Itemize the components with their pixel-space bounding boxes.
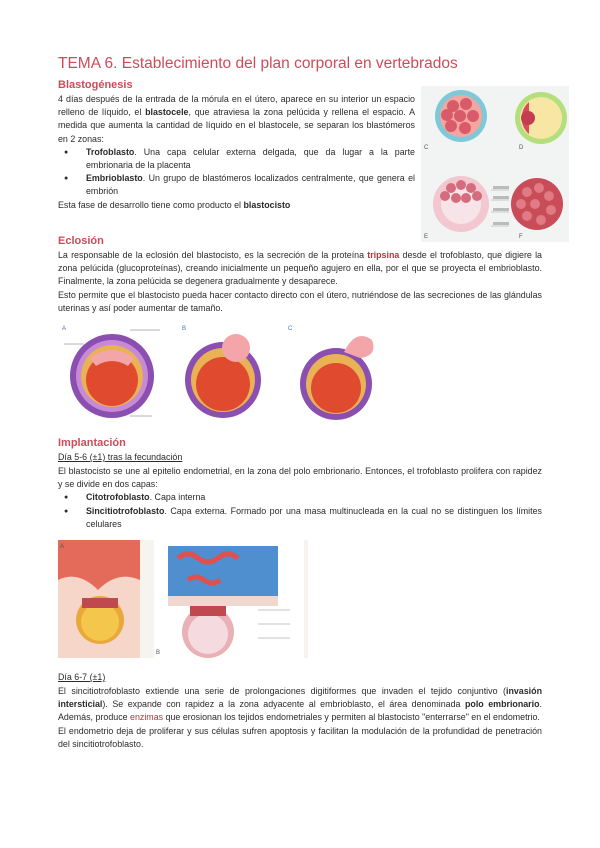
figure-letter: E [424,234,429,240]
invasion-paragraph: El sincitiotrofoblasto extiende una serie de prolongaciones digitiformes que invaden el tejido conjuntivo (invasión intersticial). Se expande con rapidez a la zona adyacente al embrioblasto, el área denominada polo embrionario. Además, produce enzimas que erosionan los tejidos endometriales y permiten al blastocisto "enterrarse" en el endometrio. El endometrio deja de proliferar y sus células sufren apoptosis y facilitan la modulación de la profundidad de penetración del sincitiotrofoblasto. [58,686,542,749]
figure-letter: C [288,326,293,332]
figure-letter: D [519,145,524,151]
blastogenesis-paragraph: 4 días después de la entrada de la mórula en el útero, aparece en su interior un espacio relleno de líquido, el blastocele, que atraviesa la zona pelúcida y rellena el espacio. A medida que aumenta la cantidad de líquido en el blastocele, se separan los blastómeros en 2 zonas: ● Trofoblasto. Una capa celular externa delgada, que da lugar a la parte embrionaria de la placenta ● Embrioblasto. Un grupo de blastómeros localizados centralmente, que genera el embrión Esta fase de desarrollo tiene como producto el blastocisto [58,93,415,212]
day-5-6-label: Día 5-6 (±1) tras la fecundación [58,452,183,462]
figure-letter: A [62,326,67,332]
section-heading-implantacion: Implantación [58,437,126,449]
day-6-7-label: Día 6-7 (±1) [58,672,106,682]
blastocyst-figure [421,86,569,242]
figure-letter: A [60,544,65,550]
section-heading-eclosion: Eclosión [58,235,104,247]
implantation-list [58,491,542,531]
page-title: TEMA 6. Establecimiento del plan corporal en vertebrados [58,55,458,72]
section-heading-blastogenesis: Blastogénesis [58,79,133,91]
implantation-figure [58,540,308,658]
figure-letter: C [424,145,429,151]
list-item: ● Trofoblasto. Una capa celular externa delgada, que da lugar a la parte embrionaria de la placenta [58,146,415,172]
list-item: ● Citotrofoblasto. Capa interna [58,491,542,504]
hatching-figure [60,322,385,422]
list-item: ● Embrioblasto. Un grupo de blastómeros localizados centralmente, que genera el embrión [58,172,415,198]
figure-letter: B [182,326,187,332]
blastogenesis-list [58,146,415,199]
list-item: ● Sincitiotrofoblasto. Capa externa. Formado por una masa multinucleada en la cual no se distinguen los límites celulares [58,505,542,531]
figure-letter: B [156,650,161,656]
figure-letter: F [519,234,523,240]
implantation-paragraph: El blastocisto se une al epitelio endometrial, en la zona del polo embrionario. Entonces, el trofoblasto prolifera con rapidez y se divide en dos capas: ● Citotrofoblasto. Capa interna ● Sincitiotrofoblasto. Capa externa. Formado por una masa multinucleada en la cual no se distinguen los límites celulares [58,465,542,531]
eclosion-paragraph: La responsable de la eclosión del blastocisto, es la secreción de la proteína tripsina desde el trofoblasto, que digiere la zona pelúcida (glucoproteínas), creando inicialmente un pequeño agujero en ella, por el que se proyecta el embrioblasto. Finalmente, la zona pelúcida se degenera gradualmente y desaparece. Esto permite que el blastocisto pueda hacer contacto directo con el útero, nutriéndose de las secreciones de las glándulas uterinas y así poder aumentar de tamaño. [58,250,542,313]
